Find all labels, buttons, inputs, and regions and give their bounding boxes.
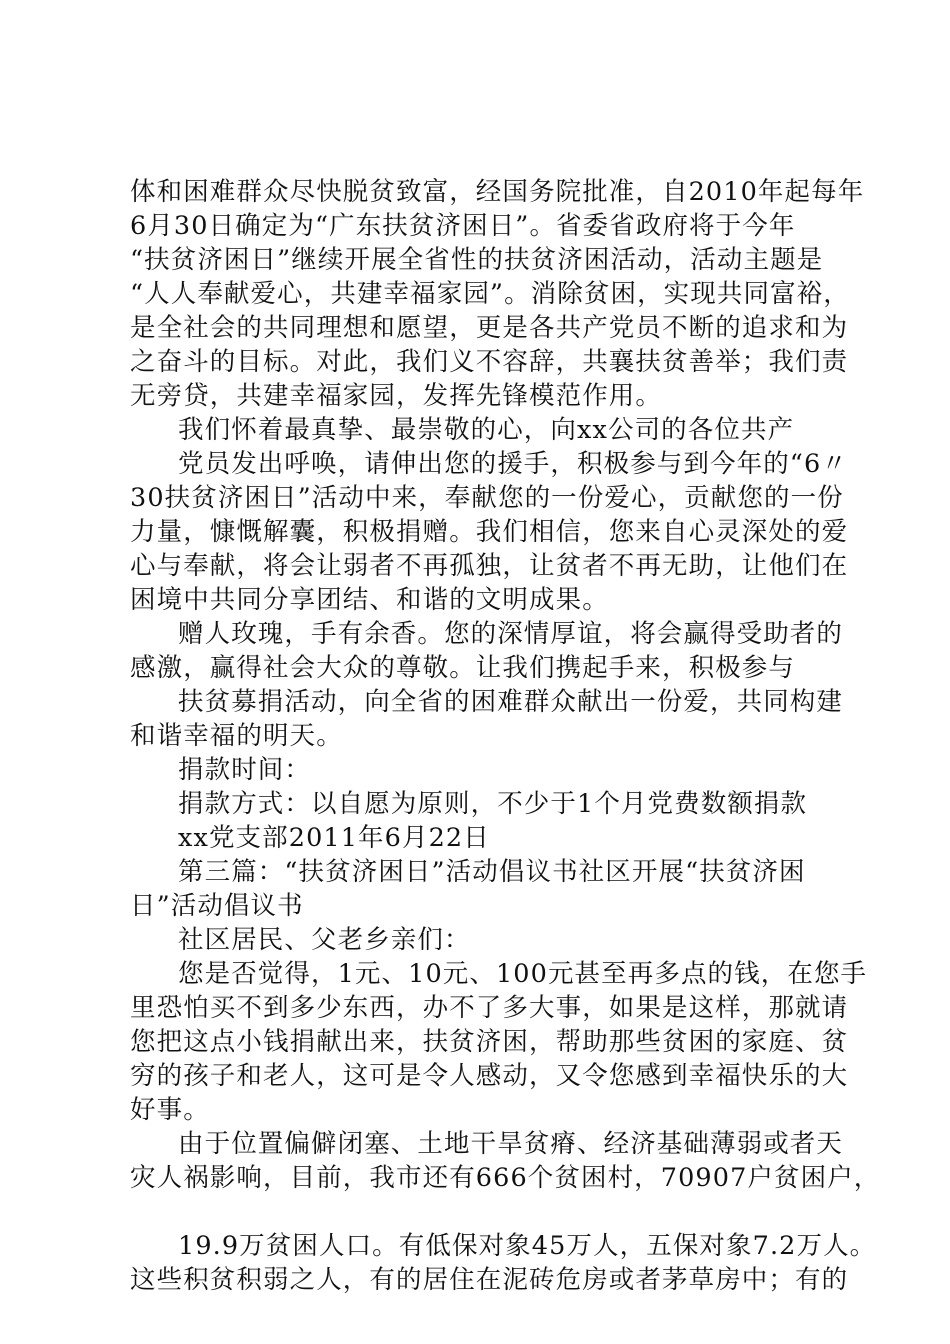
text-line: 6月30日确定为“广东扶贫济困日”。省委省政府将于今年 [130, 211, 796, 241]
text-line: 日”活动倡议书 [130, 891, 304, 921]
text-line: 灾人祸影响，目前，我市还有666个贫困村，70907户贫困户， [130, 1163, 881, 1193]
text-line: 里恐怕买不到多少东西，办不了多大事，如果是这样，那就请 [130, 993, 849, 1023]
text-line: 赠人玫瑰，手有余香。您的深情厚谊，将会赢得受助者的 [178, 619, 844, 649]
text-line: 您是否觉得，1元、10元、100元甚至再多点的钱，在您手 [178, 959, 868, 989]
text-line: 和谐幸福的明天。 [130, 721, 343, 751]
text-line: 捐款方式：以自愿为原则，不少于1个月党费数额捐款 [178, 789, 808, 819]
text-line: 我们怀着最真挚、最崇敬的心，向xx公司的各位共产 [178, 415, 795, 445]
text-line: 好事。 [130, 1095, 210, 1125]
text-line: 由于位置偏僻闭塞、土地干旱贫瘠、经济基础薄弱或者天 [178, 1129, 844, 1159]
text-line: 社区居民、父老乡亲们： [178, 925, 471, 955]
text-line: 体和困难群众尽快脱贫致富，经国务院批准，自2010年起每年 [130, 177, 865, 207]
text-line: 之奋斗的目标。对此，我们义不容辞，共襄扶贫善举；我们责 [130, 347, 849, 377]
text-line: 无旁贷，共建幸福家园，发挥先锋模范作用。 [130, 381, 663, 411]
text-line: xx党支部2011年6月22日 [178, 823, 490, 853]
text-line: 感激，赢得社会大众的尊敬。让我们携起手来，积极参与 [130, 653, 796, 683]
text-line: 困境中共同分享团结、和谐的文明成果。 [130, 585, 609, 615]
text-line: 第三篇：“扶贫济困日”活动倡议书社区开展“扶贫济困 [178, 857, 806, 887]
text-line: 心与奉献，将会让弱者不再孤独，让贫者不再无助，让他们在 [130, 551, 849, 581]
text-line: 穷的孩子和老人，这可是令人感动，又令您感到幸福快乐的大 [130, 1061, 849, 1091]
text-line: 捐款时间： [178, 755, 312, 785]
text-line: “人人奉献爱心，共建幸福家园”。消除贫困，实现共同富裕， [130, 279, 850, 309]
text-line: 力量，慷慨解囊，积极捐赠。我们相信，您来自心灵深处的爱 [130, 517, 849, 547]
text-line: 19.9万贫困人口。有低保对象45万人，五保对象7.2万人。 [178, 1231, 877, 1261]
text-line: 党员发出呼唤，请伸出您的援手，积极参与到今年的“6〃 [178, 449, 848, 479]
text-line: 30扶贫济困日”活动中来，奉献您的一份爱心，贡献您的一份 [130, 483, 844, 513]
text-line: “扶贫济困日”继续开展全省性的扶贫济困活动，活动主题是 [130, 245, 824, 275]
text-line: 扶贫募捐活动，向全省的困难群众献出一份爱，共同构建 [178, 687, 844, 717]
text-line: 这些积贫积弱之人，有的居住在泥砖危房或者茅草房中；有的 [130, 1265, 849, 1295]
text-line: 是全社会的共同理想和愿望，更是各共产党员不断的追求和为 [130, 313, 849, 343]
text-line: 您把这点小钱捐献出来，扶贫济困，帮助那些贫困的家庭、贫 [130, 1027, 849, 1057]
